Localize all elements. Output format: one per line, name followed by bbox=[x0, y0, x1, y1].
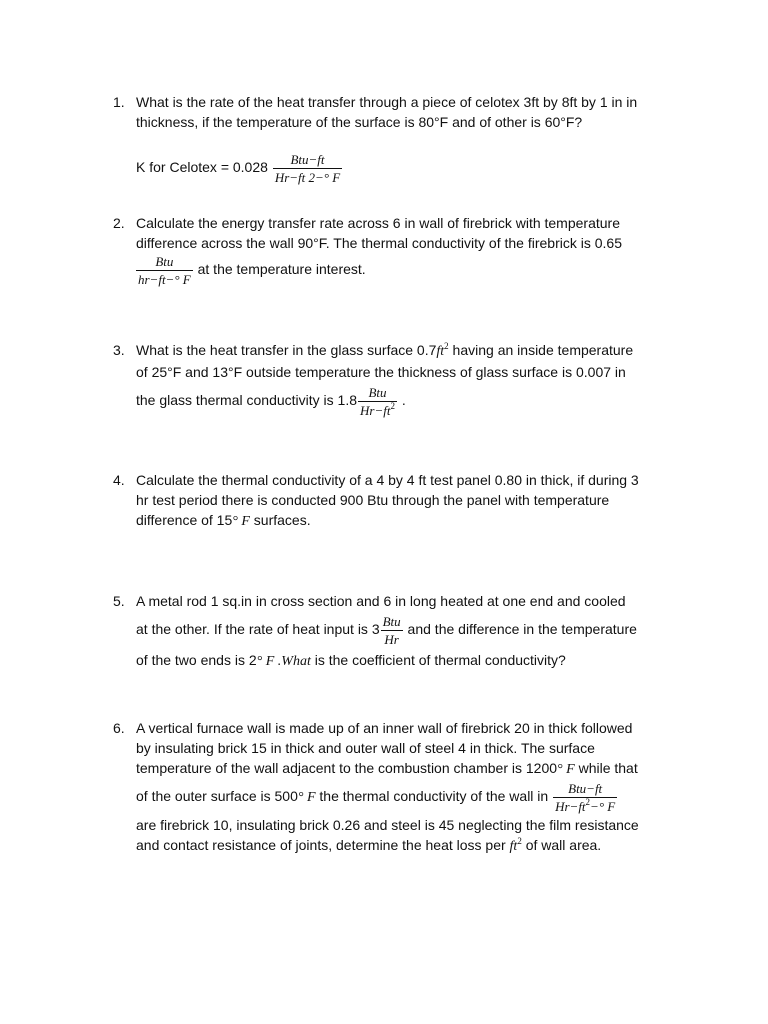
question-text: and the difference in the temperature bbox=[403, 621, 637, 638]
question-text: the glass thermal conductivity is 1.8 bbox=[136, 392, 357, 409]
question-number: 3. bbox=[113, 342, 125, 358]
fraction-denominator: $Hr-ft^2$ bbox=[360, 401, 395, 418]
question-text-line: What is the rate of the heat transfer through a piece of celotex 3ft by 8ft by 1 in in bbox=[136, 94, 638, 110]
question-text: of wall area. bbox=[521, 837, 602, 853]
fraction-numerator: Btu bbox=[368, 385, 387, 400]
question-body bbox=[136, 470, 706, 532]
fraction-numerator: Btu−ft bbox=[290, 152, 325, 167]
question-number: 5. bbox=[113, 593, 125, 609]
fraction-numerator: Btu bbox=[155, 254, 174, 269]
question-text: surfaces. bbox=[249, 512, 311, 528]
question-text: What is the heat transfer in the glass surface 0.7 bbox=[136, 342, 437, 358]
fraction bbox=[136, 253, 193, 288]
question-text-line: thickness, if the temperature of the surface is 80°F and of other is 60°F? bbox=[136, 114, 583, 130]
question-text-line: A vertical furnace wall is made up of an inner wall of firebrick 20 in thick followed bbox=[136, 720, 633, 736]
fraction-denominator: Hr bbox=[381, 630, 403, 648]
question-text-line bbox=[136, 650, 706, 672]
question-body bbox=[136, 92, 706, 186]
fraction bbox=[553, 780, 617, 815]
question-text: the thermal conductivity of the wall in bbox=[315, 788, 553, 805]
question-text-line bbox=[136, 613, 706, 648]
question-number: 1. bbox=[113, 94, 125, 110]
question-text-line: are firebrick 10, insulating brick 0.26 and steel is 45 neglecting the film resistance bbox=[136, 817, 639, 833]
question-body bbox=[136, 213, 706, 288]
question-text: while that bbox=[574, 760, 638, 776]
question-text-line: of 25°F and 13°F outside temperature the thickness of glass surface is 0.007 in bbox=[136, 364, 626, 380]
question-text: having an inside temperature bbox=[448, 342, 634, 358]
question-text: and contact resistance of joints, determine the heat loss per bbox=[136, 837, 510, 853]
question-text-line bbox=[136, 780, 706, 815]
question-text-line bbox=[136, 253, 706, 288]
formula-line bbox=[136, 151, 706, 186]
question-text-line: Calculate the energy transfer rate across 6 in wall of firebrick with temperature bbox=[136, 215, 620, 231]
math-unit: ° F bbox=[557, 762, 575, 777]
math-unit: $ft^2$ bbox=[436, 341, 449, 359]
question-text: difference of 15 bbox=[136, 512, 233, 528]
question-text-line bbox=[136, 758, 706, 780]
question-text: . bbox=[397, 392, 406, 409]
question-text-line: Calculate the thermal conductivity of a 4 by 4 ft test panel 0.80 in thick, if during 3 bbox=[136, 472, 639, 488]
question-text-line bbox=[136, 384, 706, 419]
fraction bbox=[358, 384, 397, 419]
question-text-line: A metal rod 1 sq.in in cross section and 6 in long heated at one end and cooled bbox=[136, 593, 626, 609]
fraction-denominator: Hr−ft 2−° F bbox=[274, 170, 341, 185]
question-text-line bbox=[136, 340, 706, 362]
math-unit: ° F bbox=[297, 790, 316, 806]
question-body bbox=[136, 340, 706, 419]
question-text-line: hr test period there is conducted 900 Btu through the panel with temperature bbox=[136, 492, 610, 508]
question-text: at the other. If the rate of heat input is 3 bbox=[136, 621, 380, 638]
math-unit: ° F .What bbox=[256, 654, 311, 669]
fraction-denominator: hr−ft−° F bbox=[138, 272, 191, 287]
fraction-numerator: Btu−ft bbox=[568, 781, 603, 796]
formula-label: K for Celotex = 0.028 bbox=[136, 159, 272, 176]
question-text-line bbox=[136, 510, 706, 532]
question-number: 2. bbox=[113, 215, 125, 231]
question-number: 4. bbox=[113, 472, 125, 488]
question-body bbox=[136, 591, 706, 672]
fraction bbox=[273, 151, 342, 186]
fraction bbox=[381, 613, 403, 648]
question-text: is the coefficient of thermal conductivity? bbox=[310, 652, 566, 668]
question-number: 6. bbox=[113, 720, 125, 736]
question-text: at the temperature interest. bbox=[193, 261, 366, 278]
question-text: of the outer surface is 500 bbox=[136, 788, 298, 805]
question-text: temperature of the wall adjacent to the combustion chamber is 1200 bbox=[136, 760, 558, 776]
fraction-numerator: Btu bbox=[382, 614, 401, 629]
question-text-line: by insulating brick 15 in thick and outer wall of steel 4 in thick. The surface bbox=[136, 740, 595, 756]
question-text-line bbox=[136, 835, 706, 857]
math-unit: $ft^2$ bbox=[509, 836, 522, 854]
question-body bbox=[136, 718, 706, 857]
question-text-line: difference across the wall 90°F. The thermal conductivity of the firebrick is 0.65 bbox=[136, 235, 622, 251]
fraction-denominator: $Hr-ft^2-^\circ$ F bbox=[555, 797, 616, 814]
math-unit: ° F bbox=[232, 514, 250, 529]
question-text: of the two ends is 2 bbox=[136, 652, 257, 668]
